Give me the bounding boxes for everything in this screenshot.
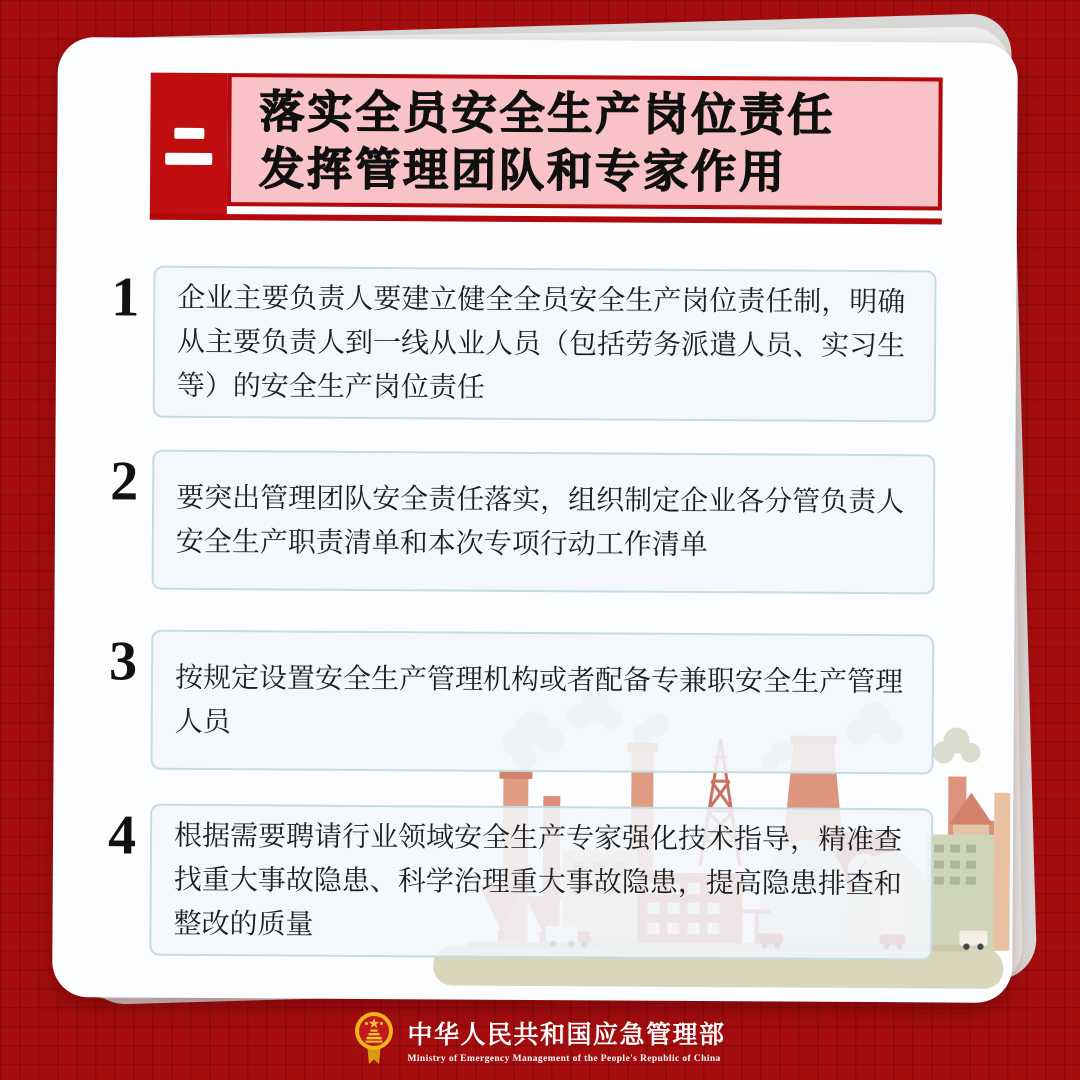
list-item	[103, 449, 936, 594]
item-text: 企业主要负责人要建立健全全员安全生产岗位责任制，明确从主要负责人到一线从业人员（包括劳务派遣人员、实习生等）的安全生产岗位责任	[176, 281, 906, 403]
list-item	[104, 265, 937, 422]
banner-underline	[150, 214, 942, 225]
header-banner	[150, 73, 943, 231]
banner-title-box	[227, 73, 943, 210]
item-number: 2	[110, 450, 139, 513]
page-title-line2: 发挥管理团队和专家作用	[258, 142, 788, 198]
item-number: 3	[108, 630, 138, 693]
item-text: 要突出管理团队安全责任落实，组织制定企业各分管负责人安全生产职责清单和本次专项行动工作清单	[175, 481, 905, 561]
item-number: 4	[107, 804, 137, 867]
item-text: 按规定设置安全生产管理机构或者配备专兼职安全生产管理人员	[174, 661, 904, 738]
china-national-emblem-icon	[354, 1011, 394, 1067]
list-item	[100, 803, 933, 960]
item-text-box	[153, 266, 937, 423]
footer-text	[407, 1015, 725, 1064]
content-card	[52, 37, 1018, 1003]
page-title-line1: 落实全员安全生产岗位责任	[259, 85, 836, 141]
footer	[0, 1004, 1080, 1074]
section-number-block	[150, 73, 228, 220]
item-text-box	[149, 804, 933, 961]
item-text-box	[150, 630, 934, 775]
chinese-numeral-two-icon	[174, 128, 204, 139]
ministry-name-cn: 中华人民共和国应急管理部	[407, 1020, 726, 1049]
item-number: 1	[111, 266, 140, 329]
page-title	[231, 83, 836, 201]
item-text: 根据需要聘请行业领域安全生产专家强化技术指导，精准查找重大事故隐患、科学治理重大事故隐患，提高隐患排查和整改的质量	[173, 819, 903, 940]
chinese-numeral-two-icon	[165, 153, 212, 165]
ministry-name-en: Ministry of Emergency Management of the People's Republic of China	[407, 1053, 721, 1064]
list-item	[101, 629, 934, 774]
item-text-box	[152, 450, 936, 595]
